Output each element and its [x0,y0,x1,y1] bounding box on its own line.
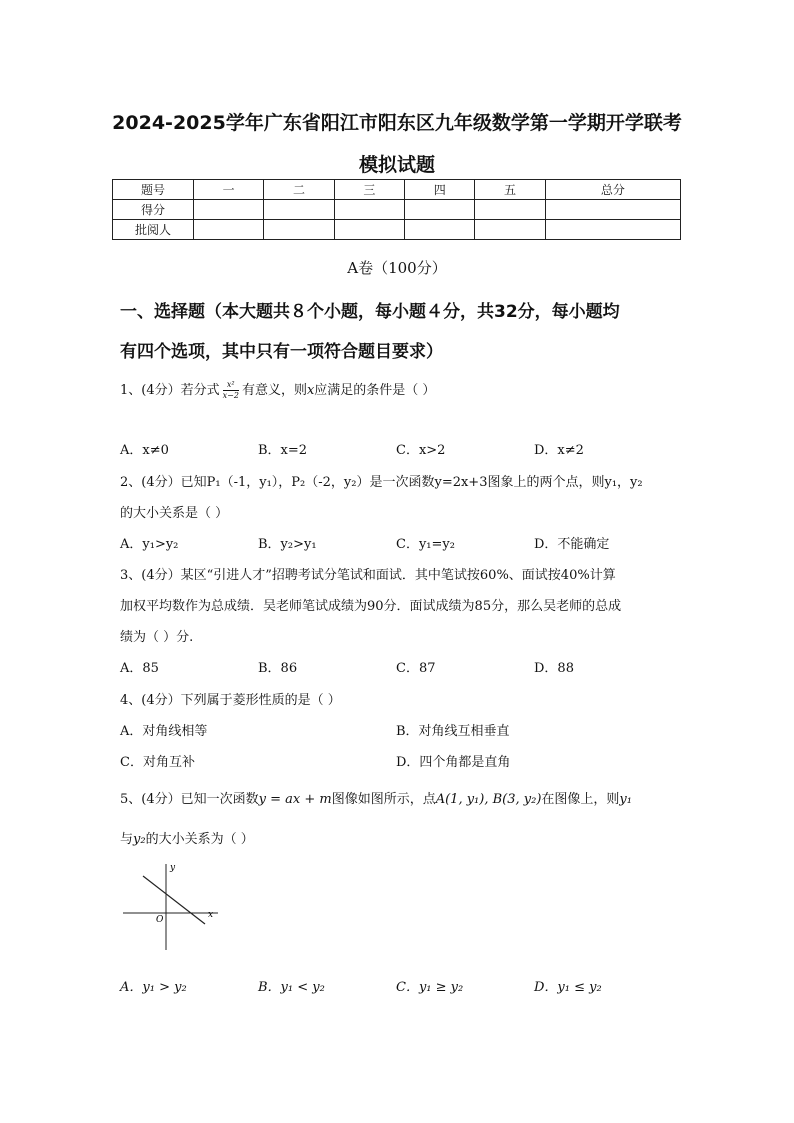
q5-points: A(1, y₁), B(3, y₂) [435,792,542,807]
score-cell [545,220,680,240]
q3-option-d: D．88 [534,661,574,676]
q4-stem: 4、(4分）下列属于菱形性质的是（ ） [120,693,341,708]
score-cell [405,200,475,220]
q2-option-d: D．不能确定 [534,537,610,552]
q2-stem-line1: 2、(4分）已知P₁（-1，y₁），P₂（-2，y₂）是一次函数y=2x+3图象上的两个点，则y₁，y₂ [120,475,643,490]
q1-option-b: B．x=2 [258,443,308,458]
q2-stem-line2: 的大小关系是（ ） [120,506,229,521]
score-row-label: 得分 [113,200,194,220]
q1-option-c: C．x>2 [396,443,446,458]
q5-option-a: A．y₁ > y₂ [120,980,187,995]
q3-option-a: A．85 [120,661,159,676]
q3-stem-line3: 绩为（ ）分. [120,630,194,645]
q1-option-d: D．x≠2 [534,443,584,458]
section1-heading-line1: 一、选择题（本大题共８个小题，每小题４分，共32分，每小题均 [120,302,620,322]
q1-stem [120,379,435,401]
exam-title-line1: 2024-2025学年广东省阳江市阳东区九年级数学第一学期开学联考 [112,112,682,134]
q1-frac-numerator: x² [223,380,239,391]
q1-frac-denominator: x−2 [222,391,239,400]
score-header-cell: 一 [194,180,264,200]
section1-heading-line2: 有四个选项，其中只有一项符合题目要求） [120,342,443,362]
score-cell [334,200,404,220]
origin-label: O [156,915,164,925]
score-cell [405,220,475,240]
score-header-cell: 二 [264,180,334,200]
score-header-cell: 总分 [545,180,680,200]
q1-fraction [223,380,239,401]
q5-text-b: 图像如图所示，点 [331,792,436,807]
q1-suffix2: 应满足的条件是（ ） [314,383,436,398]
score-cell [194,200,264,220]
q4-option-b: B．对角线互相垂直 [396,724,510,739]
score-header-cell: 三 [334,180,404,200]
score-cell [475,200,545,220]
q4-option-d: D．四个角都是直角 [396,755,511,770]
q5-text-a: 5、(4分）已知一次函数 [120,792,259,807]
q5-stem-line1 [120,788,632,807]
exam-title-line2: 模拟试题 [358,154,435,176]
q5-equation: y = ax + m [258,792,332,807]
q2-option-a: A．y₁>y₂ [120,537,179,552]
q5-option-d: D．y₁ ≤ y₂ [534,980,602,995]
score-cell [334,220,404,240]
score-cell [264,220,334,240]
score-table-header-row [113,180,681,200]
q1-var: x [306,383,315,398]
score-header-cell: 四 [405,180,475,200]
q3-stem-line2: 加权平均数作为总成绩．吴老师笔试成绩为90分．面试成绩为85分，那么吴老师的总成 [120,599,622,614]
score-cell [264,200,334,220]
score-header-cell: 五 [475,180,545,200]
q1-option-a: A．x≠0 [120,443,169,458]
score-table-row [113,200,681,220]
q5-text-e: 的大小关系为（ ） [145,832,254,847]
q5-stem-line2 [120,828,254,847]
q4-option-c: C．对角互补 [120,755,195,770]
q3-stem-line1: 3、(4分）某区“引进人才”招聘考试分笔试和面试．其中笔试按60%、面试按40%计算 [120,568,616,583]
q5-var-y1: y₁ [619,792,632,807]
score-table-row [113,220,681,240]
q5-option-c: C．y₁ ≥ y₂ [396,980,464,995]
score-cell [475,220,545,240]
q5-text-c: 在图像上，则 [541,792,620,807]
score-cell [194,220,264,240]
q3-option-b: B．86 [258,661,298,676]
q5-option-b: B．y₁ < y₂ [258,980,325,995]
y-axis-label: y [170,863,176,873]
score-header-cell: 题号 [113,180,194,200]
q4-option-a: A．对角线相等 [120,724,208,739]
q1-prefix: 1、(4分）若分式 [120,383,220,398]
score-cell [545,200,680,220]
q3-option-c: C．87 [396,661,436,676]
q5-text-d: 与 [120,832,134,847]
score-row-label: 批阅人 [113,220,194,240]
score-table [112,179,681,240]
function-line [143,876,205,924]
q2-option-c: C．y₁=y₂ [396,537,455,552]
q5-var-y2: y₂ [133,832,146,847]
section-a-label: A卷（100分） [347,259,447,277]
q2-option-b: B．y₂>y₁ [258,537,317,552]
q5-linear-function-graph [118,858,228,958]
q1-suffix: 有意义，则 [241,383,307,398]
x-axis-label: x [208,910,214,920]
